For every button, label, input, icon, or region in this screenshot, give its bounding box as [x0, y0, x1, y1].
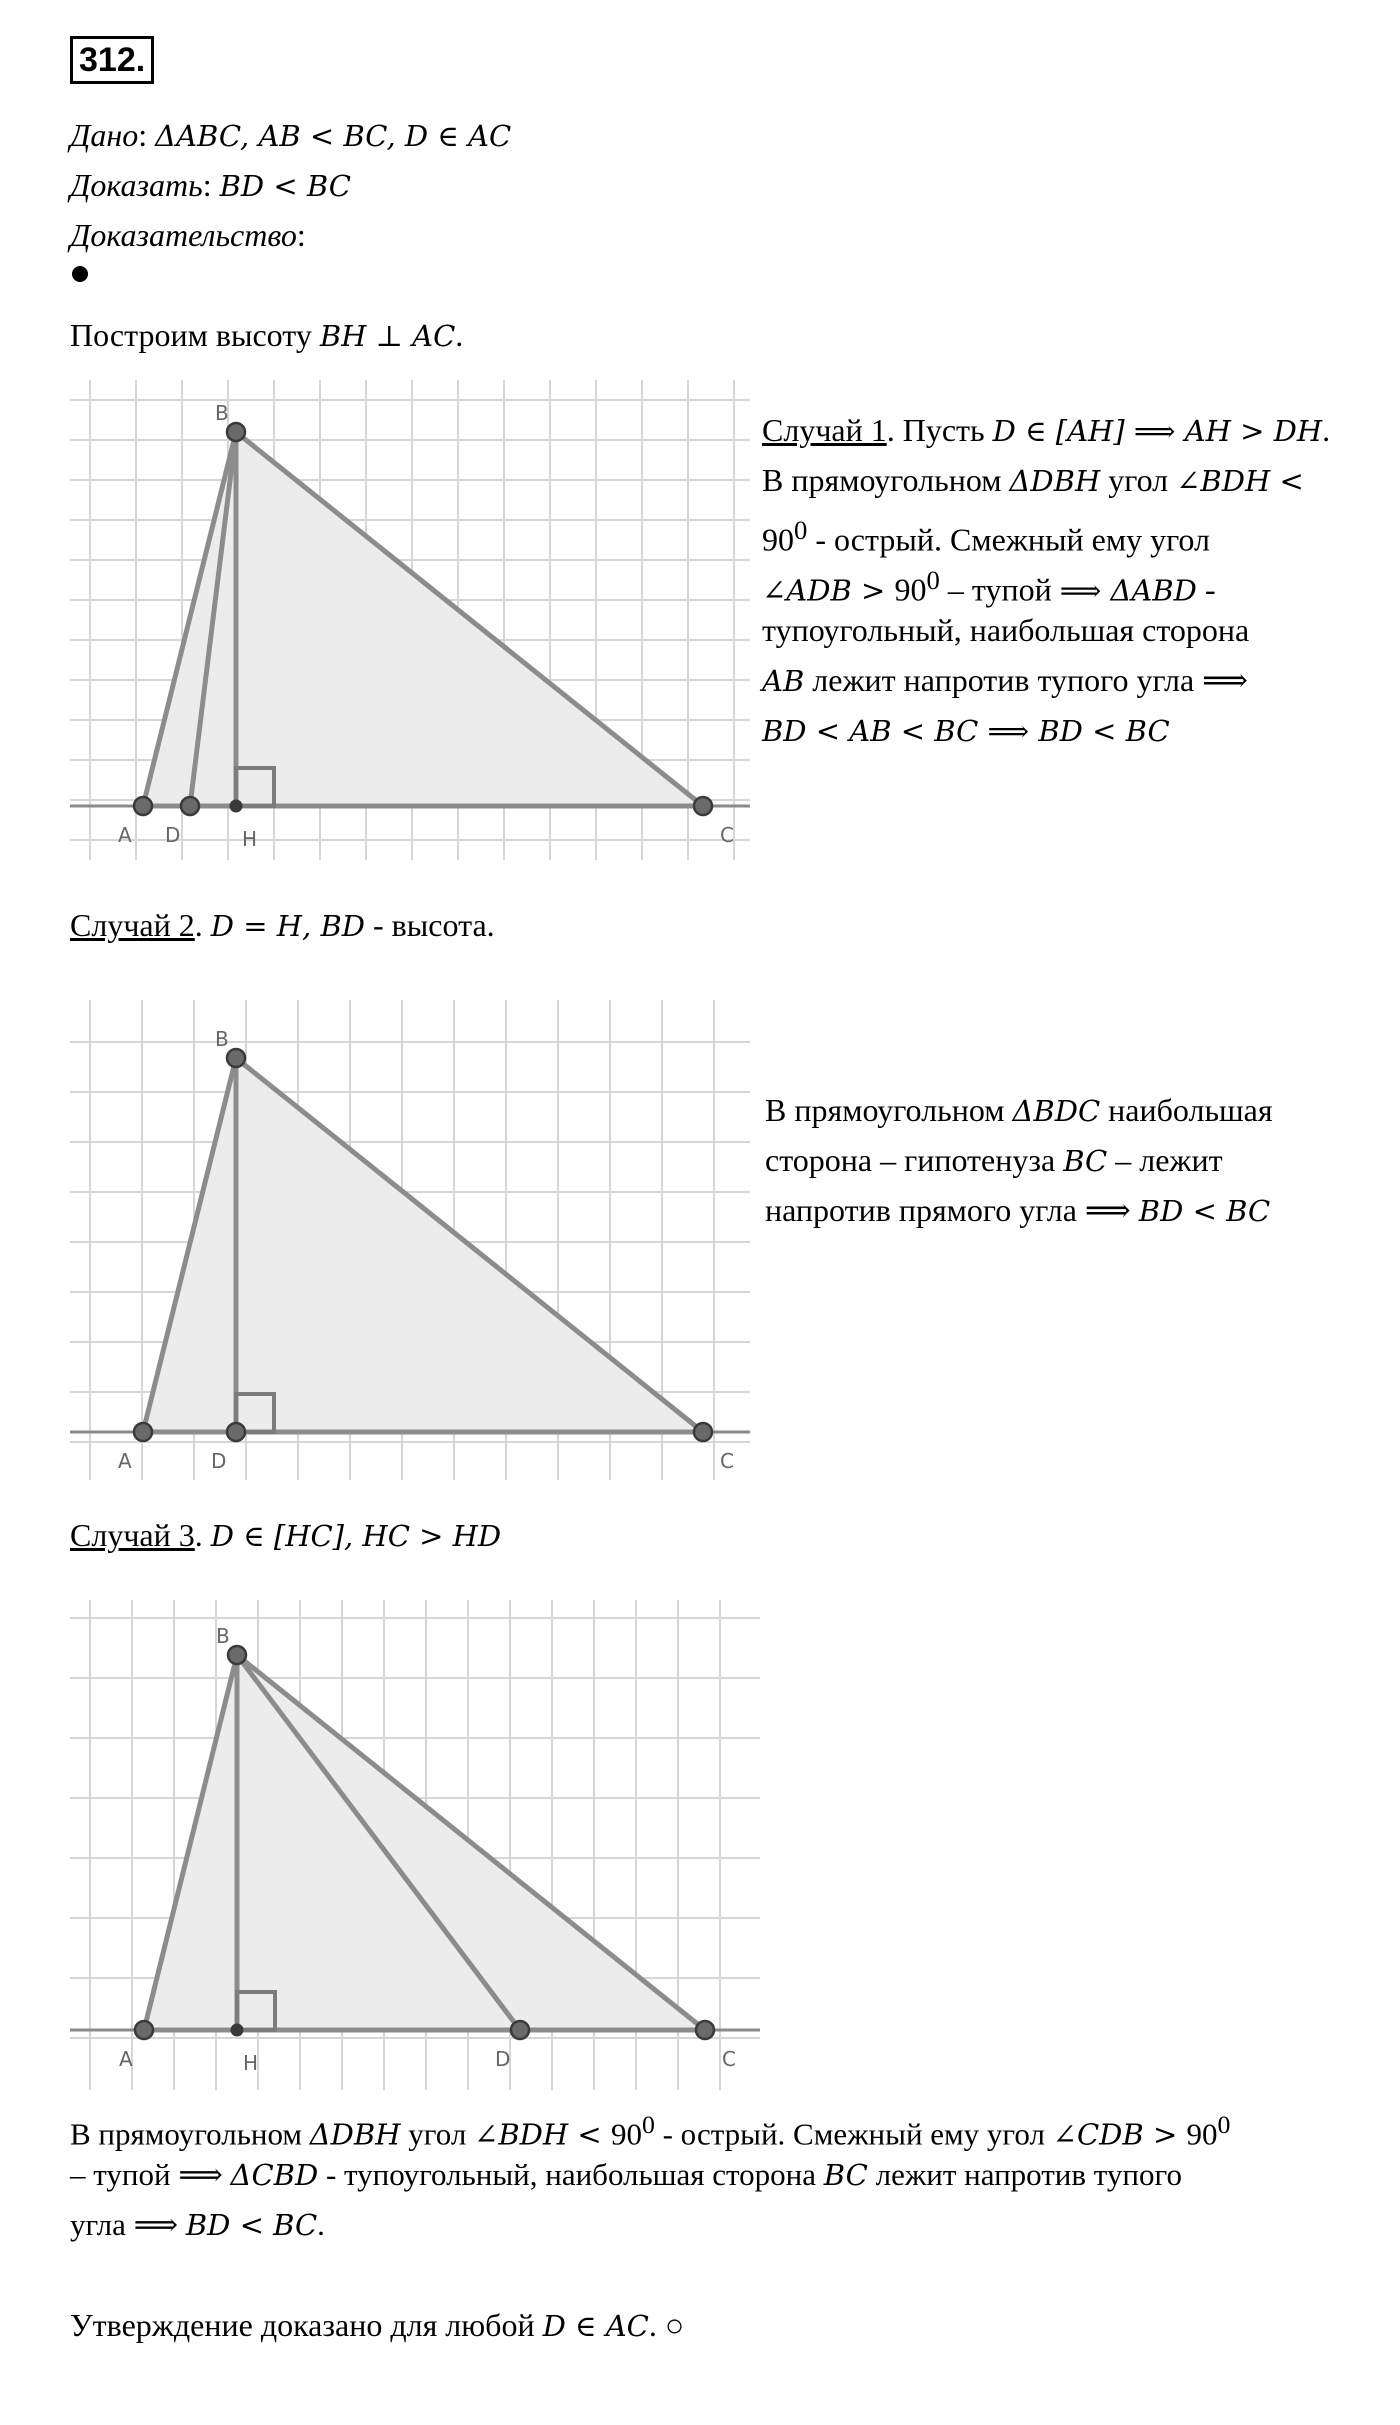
case2-line-2: [765, 1185, 1270, 1236]
given-math: ΔABC, AB < BC, D ∈ AC: [155, 119, 512, 153]
prove-line: [70, 160, 351, 211]
given-label: Дано: [70, 117, 139, 153]
case2-l0-t1: В прямоугольном: [765, 1092, 1013, 1128]
construct-end: .: [455, 317, 464, 353]
concl-l1-m2: BC: [823, 2158, 868, 2192]
point-a-case2: [134, 1423, 152, 1441]
case1-title: Случай 1: [762, 412, 887, 448]
case2-l0-t2: наибольшая: [1100, 1092, 1273, 1128]
case1-l1-m2: ∠BDH <: [1176, 464, 1304, 498]
case1-l5-t1: лежит напротив тупого угла ⟹: [804, 662, 1249, 698]
case2-heading: [70, 900, 495, 951]
point-d-case3: [511, 2021, 529, 2039]
case1-line-0: [762, 405, 1330, 456]
case1-l3-t3: -: [1196, 571, 1216, 608]
bullet-marker: [72, 266, 88, 282]
case3-head-m1: D ∈ [HC], HC > HD: [210, 1519, 502, 1553]
label-b-case3: B: [216, 1624, 230, 1648]
figure-case3: [70, 1600, 760, 2090]
case2-l0-m1: ΔBDC: [1012, 1094, 1101, 1128]
case1-l6-m1: BD < AB < BC ⟹ BD < BC: [762, 714, 1170, 748]
point-b-case2: [227, 1049, 245, 1067]
concl-l1-t1: – тупой ⟹: [70, 2157, 231, 2192]
construct-math: BH ⊥ AC: [319, 319, 456, 353]
case2-title: Случай 2: [70, 907, 195, 943]
case2-line-1: [765, 1135, 1223, 1186]
case1-l1-t2: угол: [1100, 462, 1177, 498]
case1-l3-sup: 0: [926, 565, 940, 595]
label-h-case1: H: [242, 827, 258, 851]
label-b-case2: B: [215, 1027, 229, 1051]
point-b-case1: [227, 423, 245, 441]
final-line: [70, 2300, 684, 2351]
label-b-case1: B: [215, 401, 229, 425]
concl-l0-sup1: 0: [641, 2110, 655, 2139]
concl-l1-m1: ΔCBD: [230, 2158, 319, 2192]
label-c-case1: C: [720, 823, 734, 847]
case1-l2-t1: 90: [762, 521, 794, 558]
prove-math: BD < BC: [219, 169, 351, 203]
concl-l0-t5: 90: [1186, 2116, 1218, 2152]
case2-line-0: [765, 1085, 1273, 1136]
label-d-case1: D: [165, 823, 181, 847]
label-d-case2: D: [211, 1449, 227, 1473]
case1-l3-t1: 90: [894, 571, 927, 608]
figure-case1: [70, 380, 750, 860]
concl-l2-m1: BD < BC: [185, 2208, 318, 2242]
concl-l1-t2: - тупоугольный, наибольшая сторона: [318, 2157, 824, 2192]
case2-l1-m1: BC: [1063, 1144, 1108, 1178]
label-d-case3: D: [495, 2047, 511, 2071]
point-a-case1: [134, 797, 152, 815]
case1-l4-t1: тупоугольный, наибольшая сторона: [762, 612, 1250, 648]
concl-l0-m3: ∠CDB >: [1052, 2117, 1187, 2152]
concl-l0-m1: ΔDBH: [309, 2117, 401, 2152]
case2-l2-t1: напротив прямого угла ⟹: [765, 1192, 1139, 1228]
concl-l2-t2: .: [317, 2207, 325, 2242]
concl-l1-t3: лежит напротив тупого: [867, 2157, 1182, 2192]
problem-number: 312.: [70, 36, 154, 84]
proof-label: Доказательство: [70, 217, 297, 253]
point-b-case3: [228, 1646, 246, 1664]
case3-head-t1: .: [194, 1517, 211, 1553]
label-a-case1: A: [118, 823, 132, 847]
point-d-case2: [227, 1423, 245, 1441]
case2-head-t1: .: [194, 907, 211, 943]
case2-l1-t2: – лежит: [1107, 1142, 1223, 1178]
concl-l2-t1: угла ⟹: [70, 2207, 186, 2242]
case1-l3-m1: ∠ADB >: [762, 573, 895, 608]
case1-l1-m1: ΔDBH: [1009, 464, 1101, 498]
label-a-case3: A: [119, 2047, 133, 2071]
label-c-case2: C: [720, 1449, 734, 1473]
case1-line-4: [762, 605, 1249, 655]
given-line: [70, 110, 511, 161]
case1-l0-t2: .: [1322, 412, 1331, 448]
case1-l1-t1: В прямоугольном: [762, 462, 1010, 498]
case1-l3-m2: ⟹ ΔABD: [1059, 573, 1197, 608]
construct-text: Построим высоту: [70, 317, 320, 353]
case1-l3-t2: – тупой: [939, 571, 1060, 608]
case2-head-t2: - высота.: [365, 907, 495, 943]
case1-l5-m1: AB: [762, 664, 805, 698]
figure-case2: [70, 1000, 750, 1480]
final-t2: . ○: [648, 2307, 685, 2343]
conclusion-line-2: [70, 2200, 325, 2250]
proof-line: [70, 210, 306, 260]
point-h-case3: [231, 2024, 244, 2037]
label-c-case3: C: [722, 2047, 736, 2071]
case1-l0-t1: . Пусть: [886, 412, 993, 448]
prove-label: Доказать: [70, 167, 203, 203]
triangle-abc-case2: [143, 1058, 703, 1432]
triangle-abc-case3: [144, 1655, 705, 2030]
case2-l1-t1: сторона – гипотенуза: [765, 1142, 1064, 1178]
label-a-case2: A: [118, 1449, 132, 1473]
point-a-case3: [135, 2021, 153, 2039]
case1-l2-t2: - острый. Смежный ему угол: [807, 521, 1210, 558]
case3-heading: [70, 1510, 501, 1561]
point-c-case1: [694, 797, 712, 815]
point-d-case1: [181, 797, 199, 815]
final-t1: Утверждение доказано для любой: [70, 2307, 543, 2343]
construct-line: [70, 310, 463, 361]
case2-l2-m1: BD < BC: [1138, 1194, 1271, 1228]
concl-l0-t2: угол: [400, 2116, 475, 2152]
conclusion-line-1: [70, 2150, 1182, 2200]
case1-line-5: [762, 655, 1248, 706]
point-c-case2: [694, 1423, 712, 1441]
case2-head-m1: D = H, BD: [210, 909, 366, 943]
prove-sep: :: [202, 167, 220, 203]
proof-sep: :: [296, 217, 306, 253]
concl-l0-t3: 90: [610, 2116, 642, 2152]
concl-l0-sup2: 0: [1217, 2110, 1231, 2139]
concl-l0-m2: ∠BDH <: [474, 2117, 611, 2152]
case1-line-1: [762, 455, 1304, 506]
case1-l2-sup: 0: [794, 515, 808, 545]
case1-line-6: [762, 705, 1170, 756]
label-h-case3: H: [243, 2051, 259, 2075]
given-sep: :: [138, 117, 156, 153]
concl-l0-t4: - острый. Смежный ему угол: [654, 2116, 1053, 2152]
case1-l0-m1: D ∈ [AH] ⟹ AH > DH: [992, 414, 1323, 448]
point-c-case3: [696, 2021, 714, 2039]
final-m1: D ∈ AC: [542, 2309, 649, 2343]
point-h-case1: [230, 800, 243, 813]
case3-title: Случай 3: [70, 1517, 195, 1553]
concl-l0-t1: В прямоугольном: [70, 2116, 310, 2152]
